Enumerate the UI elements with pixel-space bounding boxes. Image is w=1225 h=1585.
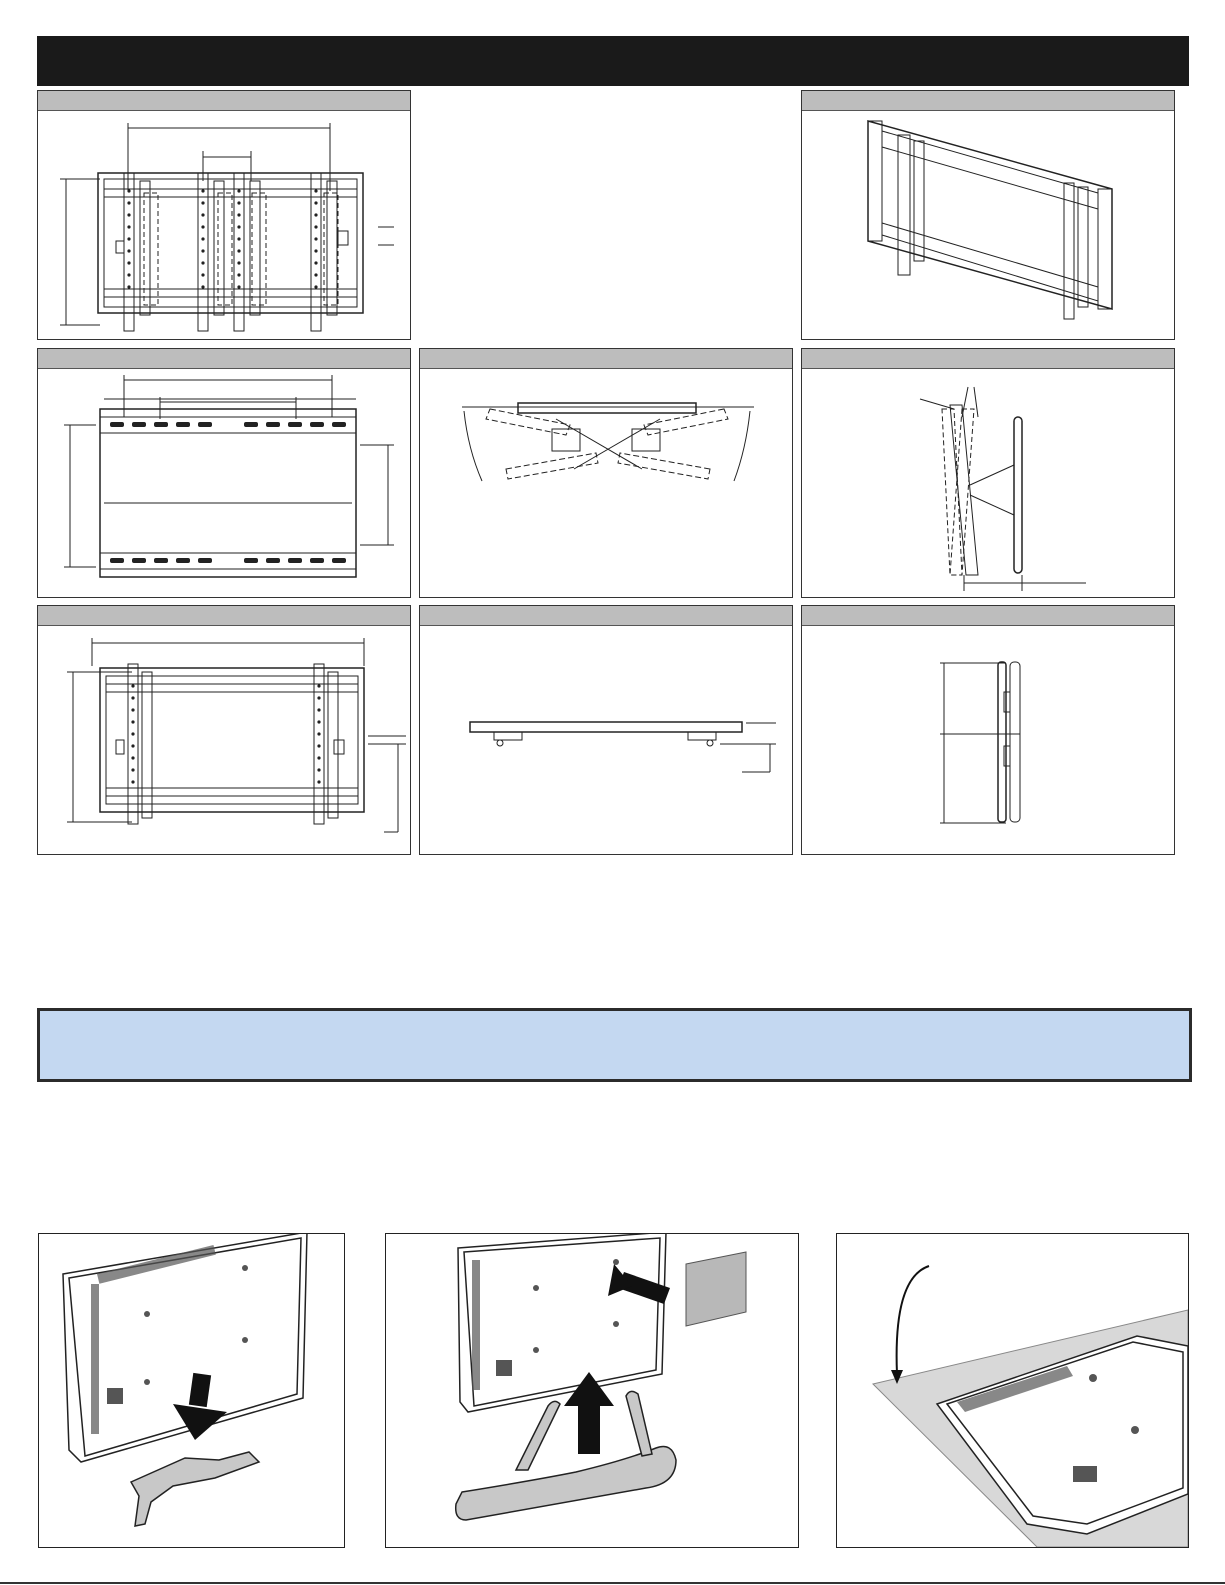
- tv-back-illustration: [39, 1234, 344, 1547]
- panel-heading: [802, 349, 1174, 369]
- side-view-flat-drawing: [802, 626, 1174, 854]
- panel-wall-plate-view: [37, 348, 411, 598]
- tv-face-down-illustration: [837, 1234, 1188, 1547]
- panel-top-view-flat: [419, 605, 793, 855]
- panel-front-view-tilt: [37, 90, 411, 340]
- panel-heading: [38, 91, 410, 111]
- front-view-flat-drawing: [38, 626, 410, 854]
- panel-perspective-view: [801, 90, 1175, 340]
- front-view-tilt-drawing: [38, 111, 410, 339]
- curved-arrow-icon: [891, 1266, 929, 1384]
- panel-heading: [420, 606, 792, 626]
- panel-tilt-side-view: [801, 348, 1175, 598]
- top-view-flat-drawing: [420, 626, 792, 854]
- tilt-side-drawing: [802, 369, 1174, 597]
- perspective-view-drawing: [802, 111, 1174, 339]
- panel-heading: [802, 606, 1174, 626]
- swivel-top-drawing: [420, 369, 792, 597]
- step-remove-stand-alt: [385, 1233, 799, 1548]
- tv-stand: [131, 1452, 259, 1526]
- panel-heading: [38, 606, 410, 626]
- panel-heading: [802, 91, 1174, 111]
- panel-heading: [38, 349, 410, 369]
- page-title-bar: [37, 36, 1189, 86]
- tv-stand-2: [456, 1391, 676, 1520]
- step-remove-stand: [38, 1233, 345, 1548]
- footer-rule: [0, 1582, 1225, 1584]
- panel-swivel-top-view: [419, 348, 793, 598]
- wall-plate: [686, 1252, 746, 1326]
- panel-heading: [420, 349, 792, 369]
- tv-back-illustration-2: [386, 1234, 798, 1547]
- step-place-face-down: [836, 1233, 1189, 1548]
- panel-front-view-flat: [37, 605, 411, 855]
- wall-plate-drawing: [38, 369, 410, 597]
- notice-box: [37, 1008, 1192, 1082]
- panel-side-view-flat: [801, 605, 1175, 855]
